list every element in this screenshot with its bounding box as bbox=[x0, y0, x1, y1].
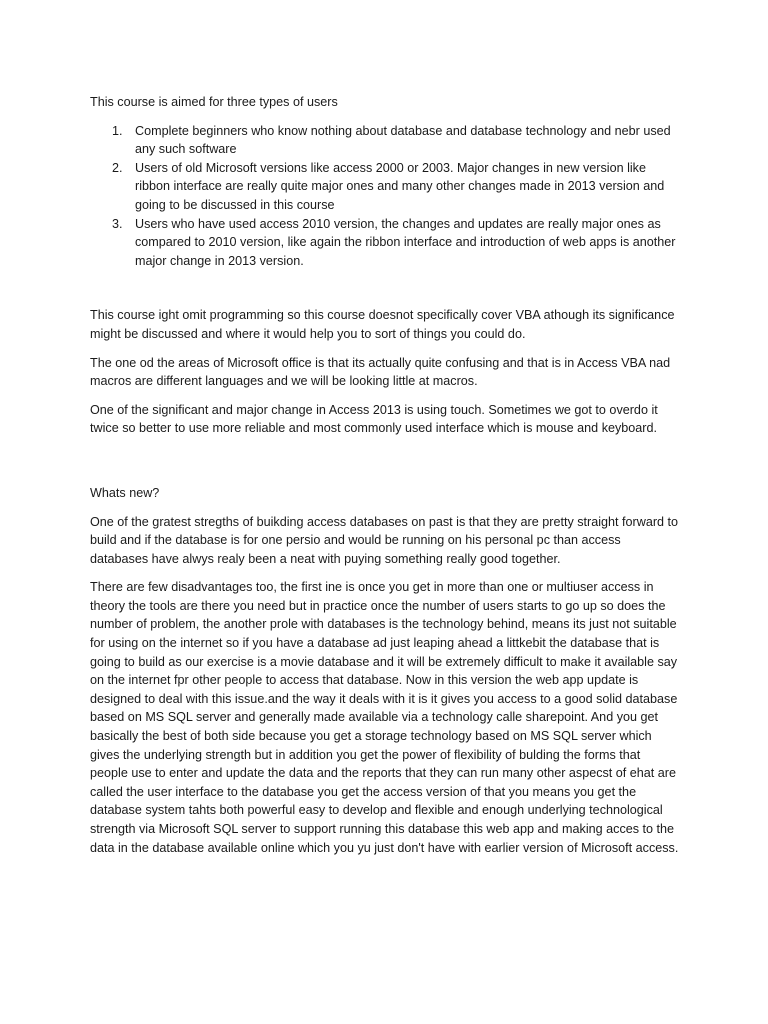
paragraph-vba: This course ight omit programming so this course doesnot specifically cover VBA athough its significance might be discussed and where it would help you to sort of things you could do. bbox=[90, 308, 675, 341]
whats-new-heading: Whats new? bbox=[90, 485, 160, 500]
list-item bbox=[90, 159, 680, 215]
paragraph-strengths: One of the gratest stregths of buikding access databases on past is that they are pretty straight forward to build and if the database is for one persio and would be running on his personal pc than access databases have alwys realy been a neat with puying something really good together. bbox=[90, 514, 679, 566]
list-item-text: Complete beginners who know nothing about database and database technology and nebr used any such software bbox=[135, 123, 671, 157]
spacer bbox=[90, 448, 680, 484]
paragraph-touch: One of the significant and major change in Access 2013 is using touch. Sometimes we got to overdo it twice so better to use more reliable and most commonly used interface which is mouse and keyboard. bbox=[90, 402, 658, 436]
document-body bbox=[90, 93, 680, 867]
list-item-number: 1. bbox=[112, 123, 123, 138]
list-item bbox=[90, 215, 680, 271]
spacer bbox=[90, 270, 680, 306]
list-item bbox=[90, 122, 680, 159]
list-item-number: 2. bbox=[112, 160, 123, 175]
list-item-text: Users of old Microsoft versions like access 2000 or 2003. Major changes in new version like ribbon interface are really quite major ones and many other changes made in 2013 version and going to be discussed in this course bbox=[135, 160, 665, 212]
user-types-list bbox=[90, 122, 680, 271]
paragraph-disadvantages: There are few disadvantages too, the first ine is once you get in more than one or multiuser access in theory the tools are there you need but in practice once the number of users starts to go up so does the number of problem, the another prole with databases is the technology behind, means its just not suitable for using on the internet so if you have a database ad just leaping ahead a littkebit the database that is going to build as our exercise is a movie database and it will be extremely difficult to make it available say on the internet fpr other people to access that database. Now in this version the web app update is designed to deal with this issue.and the way it deals with it is it gives you access to a good solid database based on MS SQL server and generally made available via a technology calle sharepoint. And you get basically the best of both side because you get a storage technology based on MS SQL server which gives the underlying strength but in addition you get the power of flexibility of bulding the forms that people use to enter and update the data and the reports that they can run many other aspecst of ehat are called the user interface to the database you get the access version of that you means you get the database system tahts both powerful easy to develop and flexible and enough underlying technological strength via Microsoft SQL server to support running this database this web app and making acces to the data in the database available online which you yu just don't have with earlier version of Microsoft access. bbox=[90, 580, 679, 855]
intro-line: This course is aimed for three types of users bbox=[90, 95, 338, 109]
list-item-number: 3. bbox=[112, 216, 123, 231]
paragraph-macros: The one od the areas of Microsoft office is that its actually quite confusing and that is in Access VBA nad macros are different languages and we will be looking little at macros. bbox=[90, 355, 671, 389]
list-item-text: Users who have used access 2010 version, the changes and updates are really major ones as compared to 2010 version, like again the ribbon interface and introduction of web apps is another major change in 2013 version. bbox=[135, 216, 676, 268]
